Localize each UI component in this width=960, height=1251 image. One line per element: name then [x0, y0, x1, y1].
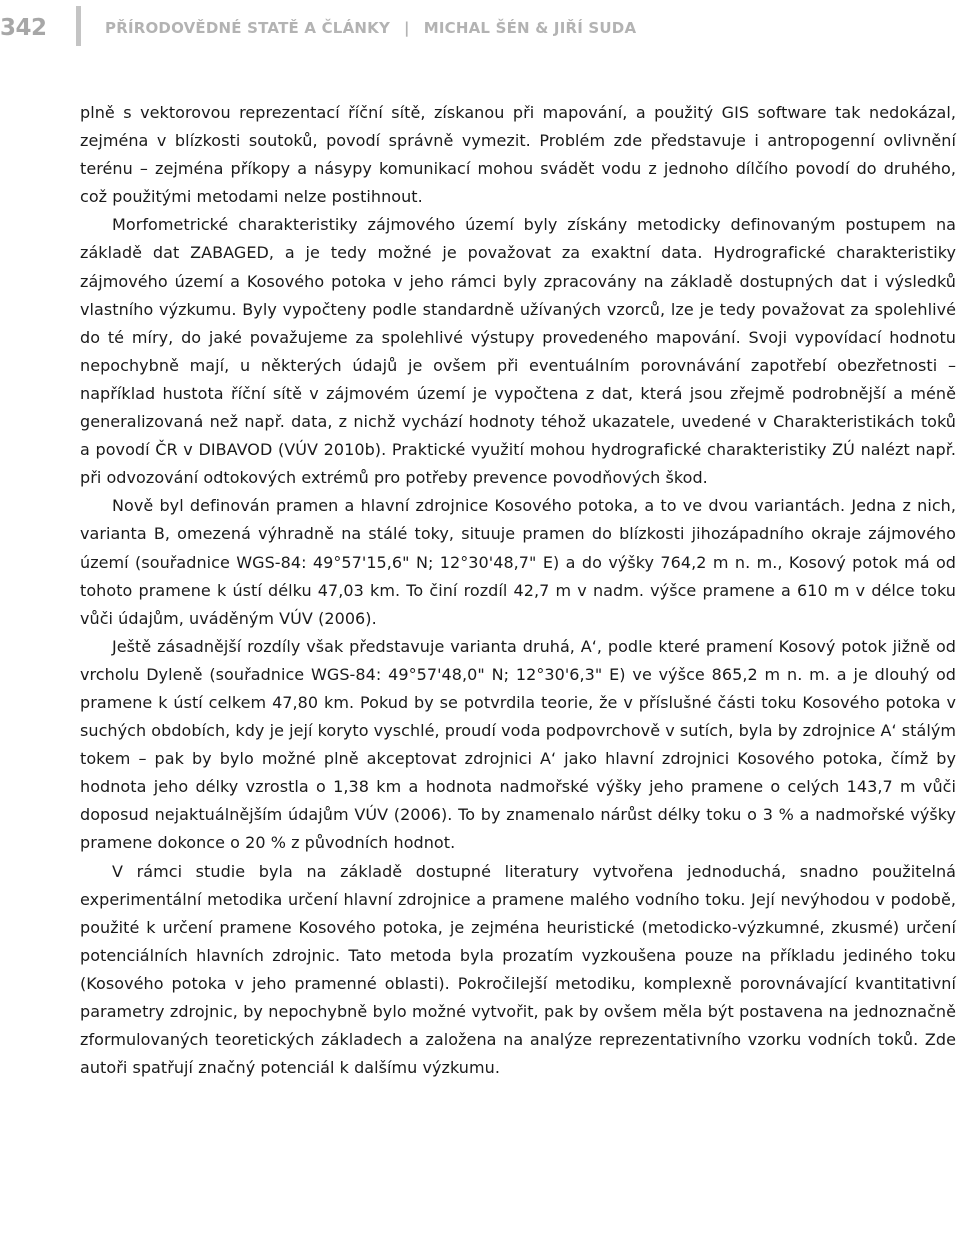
page-number: 342: [0, 15, 47, 41]
paragraph-variant-a: Ještě zásadnější rozdíly však představuje varianta druhá, A‘, podle které pramení Kosový potok jižně od vrcholu Dyleně (souřadnice WGS-84: 49°57'48,0" N; 12°30'6,3" E) ve výšce 865,2 m n. m. a je dlouhý od pramene k ústí celkem 47,80 km. Pokud by se potvrdila teorie, že v příslušné části toku Kosového potoka v suchých obdobích, kdy je její koryto vyschlé, proudí voda podpovrchově v sutích, byla by zdrojnice A‘ stálým tokem – pak by bylo možné plně akceptovat zdrojnici A‘ jako hlavní zdrojnici Kosového potoka, čímž by hodnota jeho délky vzrostla o 1,38 km a hodnota nadmořské výšky jeho pramene o celých 143,7 m vůči doposud nejaktuálnějším údajům VÚV (2006). To by znamenalo nárůst délky toku o 3 % a nadmořské výšky pramene dokonce o 20 % z původních hodnot.: [80, 636, 956, 853]
paragraph-methodology: V rámci studie byla na základě dostupné literatury vytvořena jednoduchá, snadno použitelná experimentální metodika určení hlavní zdrojnice a pramene malého vodního toku. Její nevýhodou v podobě, použité k určení pramene Kosového potoka, je zejména heuristické (metodicko-výzkumné, zkusmé) určení potenciálních hlavních zdrojnic. Tato metoda byla prozatím vyzkoušena pouze na příkladu jediného toku (Kosového potoka v jeho pramenné oblasti). Pokročilejší metodiku, komplexně porovnávající kvantitativní parametry zdrojnic, by nepochybně bylo možné vytvořit, pak by ovšem měla být postavena na jednoznačně zformulovaných teoretických základech a založena na analýze reprezentativního vzorku vodních toků. Zde autoři spatřují značný potenciál k dalšímu výzkumu.: [80, 861, 956, 1078]
paragraph-morphometry: Morfometrické charakteristiky zájmového území byly získány metodicky definovaným postupem na základě dat ZABAGED, a je tedy možné je považovat za exaktní data. Hydrografické charakteristiky zájmového území a Kosového potoka v jeho rámci byly zpracovány na základě dostupných dat i výsledků vlastního výzkumu. Byly vypočteny podle standardně užívaných vzorců, lze je tedy považovat za spolehlivé do té míry, do jaké považujeme za spolehlivé výstupy provedeného mapování. Svoji vypovídací hodnotu nepochybně mají, u některých údajů je ovšem při eventuálním porovnávání zapotřebí obezřetnosti – například hustota říční sítě v zájmovém území je vypočtena z dat, která jsou zřejmě podrobnější a méně generalizovaná než např. data, z nichž vychází hodnoty téhož ukazatele, uvedené v Charakteristikách toků a povodí ČR v DIBAVOD (VÚV 2010b). Praktické využití mohou hydrografické charakteristiky ZÚ nalézt např. při odvozování odtokových extrémů pro potřeby prevence povodňových škod.: [80, 215, 956, 488]
article-body: [80, 99, 956, 1082]
section-title: PŘÍRODOVĚDNÉ STATĚ A ČLÁNKY: [105, 19, 391, 37]
paragraph-continued: plně s vektorovou reprezentací říční sítě, získanou při mapování, a použitý GIS software tak nedokázal, zejména v blízkosti soutoků, povodí správně vymezit. Problém zde představuje i antropogenní ovlivnění terénu – zejména příkopy a násypy komunikací mohou svádět vodu z jednoho dílčího povodí do druhého, což použitými metodami nelze postihnout.: [80, 103, 956, 207]
authors: MICHAL ŠÉN & JIŘÍ SUDA: [423, 19, 637, 37]
paragraph-variant-b: Nově byl definován pramen a hlavní zdrojnice Kosového potoka, a to ve dvou variantách. Jedna z nich, varianta B, omezená výhradně na stálé toky, situuje pramen do blízkosti jihozápadního okraje zájmového území (souřadnice WGS-84: 49°57'15,6" N; 12°30'48,7" E) a do výšky 764,2 m n. m., Kosový potok má od tohoto pramene k ústí délku 47,03 km. To činí rozdíl 42,7 m v nadm. výšce pramene a 610 m v délce toku vůči údajům, uváděným VÚV (2006).: [80, 496, 956, 628]
header-divider: [76, 6, 81, 46]
header-separator: |: [404, 19, 410, 37]
running-header: [0, 0, 960, 60]
running-head: [105, 8, 636, 48]
